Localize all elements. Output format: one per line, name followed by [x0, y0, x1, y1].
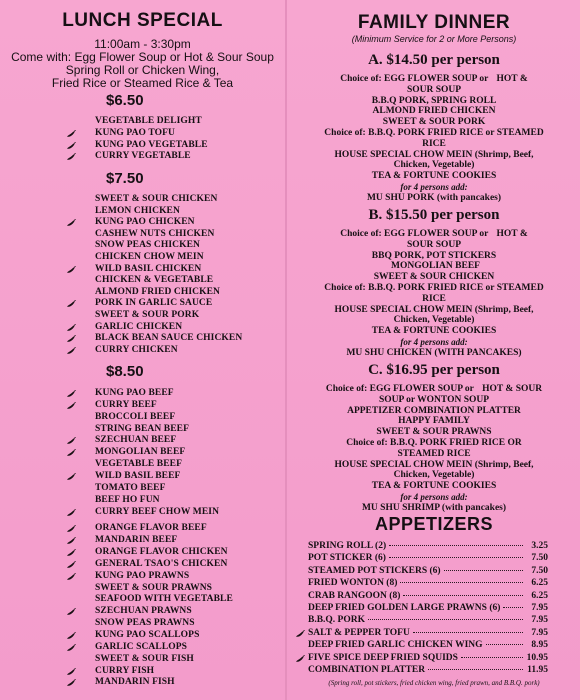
set-line: Chicken, Vegetable)	[393, 315, 475, 326]
menu-item: SWEET & SOUR CHICKEN	[95, 194, 218, 204]
menu-item: LEMON CHICKEN	[95, 206, 180, 216]
menu-item: CHICKEN CHOW MEIN	[95, 252, 204, 262]
chili-pepper-icon	[66, 219, 76, 227]
set-line: APPETIZER COMBINATION PLATTER	[347, 405, 521, 416]
set-line: HOUSE SPECIAL CHOW MEIN (Shrimp, Beef,	[334, 304, 534, 315]
set-price-heading: B. $15.50 per person	[368, 207, 500, 223]
chili-pepper-icon	[66, 525, 76, 533]
menu-item: VEGETABLE BEEF	[95, 459, 183, 469]
appetizer-name: FRIED WONTON (8)	[308, 578, 398, 588]
set-soup-choice-line	[288, 384, 580, 394]
appetizer-row	[308, 628, 548, 638]
chili-pepper-icon	[66, 573, 76, 581]
appetizer-name: DEEP FRIED GARLIC CHICKEN WING	[308, 640, 483, 650]
menu-item: CURRY VEGETABLE	[95, 151, 191, 161]
chili-pepper-icon	[66, 632, 76, 640]
appetizer-row	[308, 615, 548, 625]
set-line: SWEET & SOUR PORK	[382, 117, 486, 128]
dot-leader	[368, 619, 523, 620]
set-line: SWEET & SOUR CHICKEN	[373, 272, 495, 283]
set-line: HOUSE SPECIAL CHOW MEIN (Shrimp, Beef,	[334, 459, 534, 470]
appetizer-row	[308, 553, 548, 563]
appetizer-price: 6.25	[531, 578, 548, 588]
menu-item: MANDARIN BEEF	[95, 535, 178, 545]
menu-item: SNOW PEAS PRAWNS	[95, 618, 195, 628]
chili-pepper-icon	[66, 668, 76, 676]
menu-item: KUNG PAO BEEF	[95, 388, 174, 398]
add-note: for 4 persons add:	[400, 337, 468, 347]
appetizer-name: SALT & PEPPER TOFU	[308, 628, 410, 638]
menu-item: WILD BASIL CHICKEN	[95, 264, 202, 274]
menu-item: BROCCOLI BEEF	[95, 412, 176, 422]
chili-pepper-icon	[66, 130, 76, 138]
hot-and-sour-text: HOT &	[496, 74, 528, 84]
menu-item: GARLIC CHICKEN	[95, 322, 183, 332]
menu-item: ALMOND FRIED CHICKEN	[95, 287, 220, 297]
set-line: TEA & FORTUNE COOKIES	[371, 481, 497, 492]
family-dinner-title: FAMILY DINNER	[357, 12, 511, 33]
chili-pepper-icon	[66, 390, 76, 398]
chili-pepper-icon	[66, 608, 76, 616]
set-line: SOUR SOUP	[406, 84, 462, 95]
menu-item: BEEF HO FUN	[95, 495, 160, 505]
dot-leader	[428, 669, 523, 670]
appetizer-price: 7.95	[531, 603, 548, 613]
set-soup-choice-line	[288, 229, 580, 239]
set-line-text: MONGOLIAN BEEF	[391, 261, 480, 272]
lunch-hours: 11:00am - 3:30pm	[94, 37, 191, 51]
combination-footnote: (Spring roll, pot stickers, fried chicken wing, fried prawn, and B.B.Q. pork)	[328, 679, 540, 687]
appetizer-name: SPRING ROLL (2)	[308, 541, 387, 551]
chili-pepper-icon	[66, 473, 76, 481]
menu-item: SEAFOOD WITH VEGETABLE	[95, 594, 233, 604]
menu-item: STRING BEAN BEEF	[95, 424, 189, 434]
appetizer-price: 7.50	[531, 553, 548, 563]
set-line: Choice of: B.B.Q. PORK FRIED RICE or STEAMED	[324, 283, 544, 293]
set-line: RICE	[422, 138, 446, 149]
set-line: Chicken, Vegetable)	[393, 470, 475, 481]
chili-pepper-icon	[66, 449, 76, 457]
dot-leader	[503, 607, 523, 608]
soup-choice-text: Choice of: EGG FLOWER SOUP or	[340, 229, 491, 239]
set-line: TEA & FORTUNE COOKIES	[371, 326, 497, 337]
menu-item: SWEET & SOUR PRAWNS	[95, 583, 213, 593]
menu-item: VEGETABLE DELIGHT	[95, 116, 202, 126]
menu-item: ORANGE FLAVOR CHICKEN	[95, 547, 228, 557]
appetizer-price: 7.50	[531, 566, 548, 576]
menu-item: ORANGE FLAVOR BEEF	[95, 523, 207, 533]
set-line: TEA & FORTUNE COOKIES	[371, 171, 497, 182]
add-item: MU SHU CHICKEN (WITH PANCAKES)	[346, 348, 522, 358]
dot-leader	[413, 632, 523, 633]
chili-pepper-icon	[66, 509, 76, 517]
menu-item: WILD BASIL BEEF	[95, 471, 181, 481]
tier-price: $8.50	[106, 363, 144, 380]
dot-leader	[389, 545, 523, 546]
set-line: RICE	[422, 293, 446, 304]
set-line: HOUSE SPECIAL CHOW MEIN (Shrimp, Beef,	[334, 149, 534, 160]
menu-item: KUNG PAO TOFU	[95, 128, 175, 138]
appetizer-row	[308, 665, 548, 675]
menu-item: KUNG PAO VEGETABLE	[95, 140, 208, 150]
set-line: SOUR SOUP	[406, 239, 462, 250]
menu-item: CHICKEN & VEGETABLE	[95, 275, 214, 285]
menu-item: BLACK BEAN SAUCE CHICKEN	[95, 333, 243, 343]
menu-item: KUNG PAO PRAWNS	[95, 571, 190, 581]
lunch-description-1: Come with: Egg Flower Soup or Hot & Sour Soup	[11, 50, 274, 64]
column-divider	[285, 0, 287, 700]
chili-pepper-icon	[66, 347, 76, 355]
menu-item: CURRY BEEF	[95, 400, 157, 410]
menu-item: GARLIC SCALLOPS	[95, 642, 188, 652]
chili-pepper-icon	[66, 142, 76, 150]
appetizer-name: DEEP FRIED GOLDEN LARGE PRAWNS (6)	[308, 603, 501, 613]
hot-and-sour-text: HOT & SOUR	[482, 384, 543, 394]
set-line: BBQ PORK, POT STICKERS	[371, 250, 497, 261]
chili-pepper-icon	[66, 679, 76, 687]
set-line: ALMOND FRIED CHICKEN	[372, 106, 496, 117]
set-line: B.B.Q PORK, SPRING ROLL	[371, 95, 497, 106]
appetizer-price: 7.95	[531, 615, 548, 625]
tier-price: $7.50	[106, 170, 144, 187]
menu-item: MANDARIN FISH	[95, 677, 175, 687]
menu-item: CURRY CHICKEN	[95, 345, 178, 355]
family-dinner-subtitle: (Minimum Service for 2 or More Persons)	[351, 34, 517, 44]
set-line: Choice of: B.B.Q. PORK FRIED RICE OR	[346, 438, 522, 448]
appetizer-row	[308, 541, 548, 551]
menu-item: GENERAL TSAO'S CHICKEN	[95, 559, 228, 569]
appetizer-row	[308, 566, 548, 576]
family-dinner-column	[288, 0, 580, 700]
appetizer-name: CRAB RANGOON (8)	[308, 591, 401, 601]
dot-leader	[403, 595, 523, 596]
set-line: SOUP or WONTON SOUP	[378, 394, 490, 405]
lunch-special-title: LUNCH SPECIAL	[62, 10, 223, 31]
chili-pepper-icon	[66, 266, 76, 274]
chili-pepper-icon	[66, 561, 76, 569]
menu-item: SZECHUAN BEEF	[95, 435, 177, 445]
chili-pepper-icon	[66, 644, 76, 652]
dot-leader	[444, 570, 523, 571]
chili-pepper-icon	[295, 655, 305, 663]
menu-item: SWEET & SOUR FISH	[95, 654, 194, 664]
appetizer-price: 6.25	[531, 591, 548, 601]
add-item: MU SHU SHRIMP (with pancakes)	[361, 503, 507, 513]
menu-item: KUNG PAO SCALLOPS	[95, 630, 200, 640]
menu-item: SNOW PEAS CHICKEN	[95, 240, 200, 250]
hot-and-sour-text: HOT &	[496, 229, 528, 239]
add-note: for 4 persons add:	[400, 492, 468, 502]
appetizer-price: 8.95	[531, 640, 548, 650]
chili-pepper-icon	[66, 335, 76, 343]
set-line: Choice of: B.B.Q. PORK FRIED RICE or STEAMED	[324, 128, 544, 138]
chili-pepper-icon	[66, 437, 76, 445]
soup-choice-text: Choice of: EGG FLOWER SOUP or	[340, 74, 491, 84]
dot-leader	[389, 557, 523, 558]
chili-pepper-icon	[66, 549, 76, 557]
menu-item: KUNG PAO CHICKEN	[95, 217, 195, 227]
appetizer-price: 7.95	[531, 628, 548, 638]
appetizer-row	[308, 578, 548, 588]
set-price-heading: A. $14.50 per person	[368, 52, 500, 68]
set-line: HAPPY FAMILY	[398, 416, 470, 427]
appetizer-price: 11.95	[527, 665, 548, 675]
appetizer-row	[308, 603, 548, 613]
set-line: Chicken, Vegetable)	[393, 160, 475, 171]
chili-pepper-icon	[66, 153, 76, 161]
appetizer-name: STEAMED POT STICKERS (6)	[308, 566, 441, 576]
chili-pepper-icon	[66, 300, 76, 308]
add-note: for 4 persons add:	[400, 182, 468, 192]
menu-item: CURRY BEEF CHOW MEIN	[95, 507, 220, 517]
soup-choice-text: Choice of: EGG FLOWER SOUP or	[325, 384, 477, 394]
lunch-special-column	[0, 0, 285, 700]
menu-item: SWEET & SOUR PORK	[95, 310, 200, 320]
menu-item: SZECHUAN PRAWNS	[95, 606, 192, 616]
appetizer-row	[308, 653, 548, 663]
appetizer-row	[308, 591, 548, 601]
set-line	[288, 261, 580, 271]
chili-pepper-icon	[66, 324, 76, 332]
set-soup-choice-line	[288, 74, 580, 84]
menu-item: CASHEW NUTS CHICKEN	[95, 229, 215, 239]
dot-leader	[486, 644, 523, 645]
appetizer-price: 3.25	[531, 541, 548, 551]
add-item: MU SHU PORK (with pancakes)	[366, 193, 502, 203]
appetizer-name: B.B.Q. PORK	[308, 615, 366, 625]
appetizer-name: FIVE SPICE DEEP FRIED SQUIDS	[308, 653, 458, 663]
appetizer-row	[308, 640, 548, 650]
appetizer-name: COMBINATION PLATTER	[308, 665, 426, 675]
appetizer-name: POT STICKER (6)	[308, 553, 386, 563]
chili-pepper-icon	[66, 402, 76, 410]
chili-pepper-icon	[295, 630, 305, 638]
menu-item: MONGOLIAN BEEF	[95, 447, 186, 457]
set-line: SWEET & SOUR PRAWNS	[376, 427, 492, 438]
menu-item: PORK IN GARLIC SAUCE	[95, 298, 213, 308]
lunch-description-2: Spring Roll or Chicken Wing,	[65, 63, 220, 77]
set-line: STEAMED RICE	[397, 448, 471, 459]
dot-leader	[461, 657, 523, 658]
dot-leader	[400, 582, 523, 583]
menu-item: TOMATO BEEF	[95, 483, 166, 493]
appetizer-price: 10.95	[526, 653, 548, 663]
set-price-heading: C. $16.95 per person	[368, 362, 500, 378]
chili-pepper-icon	[66, 537, 76, 545]
tier-price: $6.50	[106, 92, 144, 109]
appetizers-title: APPETIZERS	[374, 514, 494, 534]
lunch-description-3: Fried Rice or Steamed Rice & Tea	[51, 76, 234, 90]
menu-item: CURRY FISH	[95, 666, 155, 676]
